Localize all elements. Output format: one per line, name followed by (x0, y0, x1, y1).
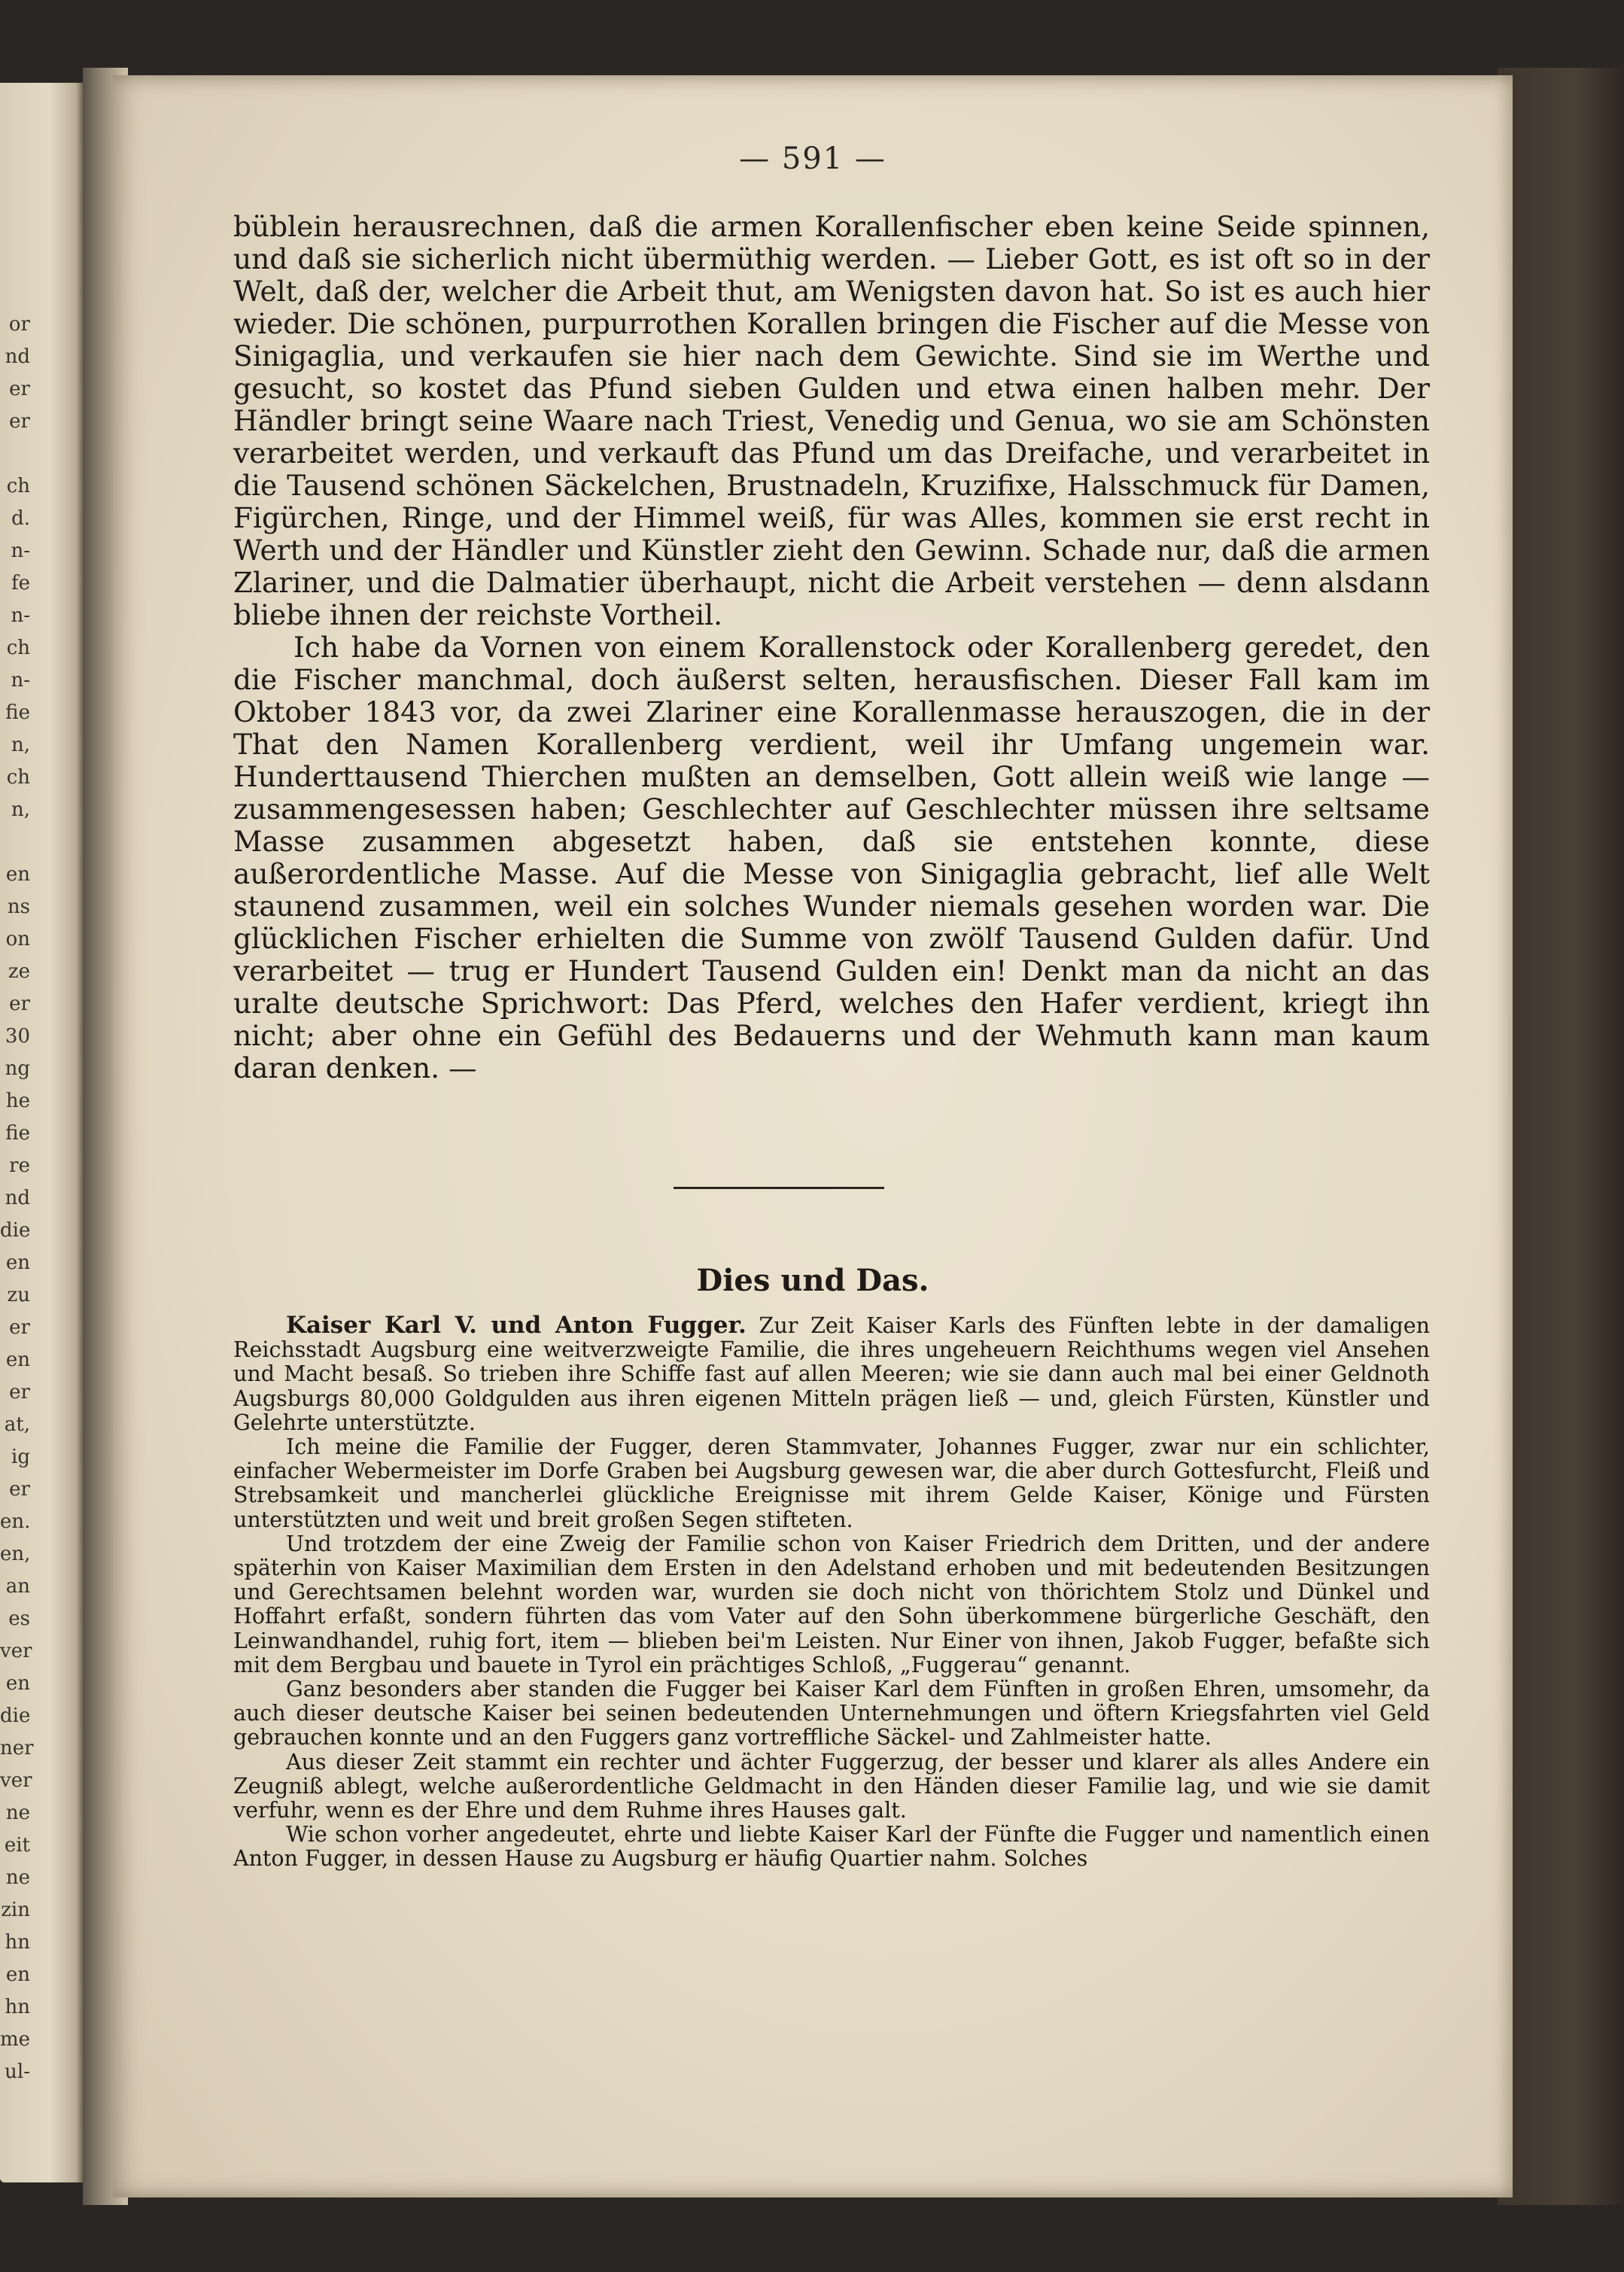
paragraph: Ganz besonders aber standen die Fugger bei Kaiser Karl dem Fünften in großen Ehren, umsomehr, da auch dieser deutsche Kaiser bei seinen bedeutenden Unternehmungen und öftern Kriegsfahrten viel Geld gebrauchen konnte und an den Fuggers ganz vortreffliche Säckel- und Zahlmeister hatte. (233, 1677, 1430, 1750)
facing-page-fragment: ch (6, 475, 30, 497)
facing-page-fragment: fie (5, 1122, 30, 1145)
article-text (233, 1313, 1430, 1872)
facing-page-fragment: hn (5, 1931, 30, 1954)
facing-page-fragment: er (9, 1478, 30, 1501)
facing-page-fragment: nd (5, 345, 30, 368)
facing-page-fragment: er (9, 1316, 30, 1339)
page-number: — 591 — (739, 141, 887, 176)
main-text (233, 211, 1430, 1084)
paragraph: Und trotzdem der eine Zweig der Familie schon von Kaiser Friedrich dem Dritten, und der andere späterhin von Kaiser Maximilian dem Ersten in den Adelstand erhoben und mit bedeutenden Besitzungen und Gerechtsamen belehnt worden war, wurden sie doch nicht von thörichtem Stolz und Dünkel und Hoffahrt erfaßt, sondern führten das vom Vater auf den Sohn überkommene bürgerliche Geschäft, den Leinwandhandel, ruhig fort, item — blieben bei'm Leisten. Nur Einer von ihnen, Jakob Fugger, befaßte sich mit dem Bergbau und bauete in Tyrol ein prächtiges Schloß, „Fuggerau“ genannt. (233, 1531, 1430, 1677)
paragraph: Ich meine die Familie der Fugger, deren Stammvater, Johannes Fugger, zwar nur ein schlichter, einfacher Webermeister im Dorfe Graben bei Augsburg gewesen war, die aber durch Gottesfurcht, Fleiß und Strebsamkeit und mancherlei glückliche Ereignisse mit ihrem Gelde Kaiser, Könige und Fürsten unterstützten und weit und breit großen Segen stifteten. (233, 1434, 1430, 1532)
facing-page-fragment: er (9, 993, 30, 1015)
facing-page-fragment: en (5, 1963, 30, 1986)
facing-page-fragment: ns (7, 896, 30, 918)
facing-page-fragment: ver (0, 1769, 32, 1792)
facing-page-fragment: en. (0, 1510, 31, 1533)
facing-page-fragment: eit (4, 1834, 30, 1857)
facing-page-fragment: en, (0, 1543, 31, 1565)
facing-page-fragment: zin (1, 1899, 30, 1921)
facing-page-fragment: die (0, 1705, 31, 1727)
facing-page-fragment: ne (5, 1866, 30, 1889)
facing-page-fragment: re (9, 1154, 30, 1177)
facing-page-fragment: ch (6, 637, 30, 659)
facing-page-fragment: n- (11, 540, 30, 562)
facing-page-fragment: hn (5, 1996, 30, 2018)
facing-page-fragment (0, 826, 30, 859)
facing-page-fragment: ch (6, 766, 30, 789)
facing-page-fragment: me (0, 2028, 31, 2051)
paragraph: Ich habe da Vornen von einem Korallenstock oder Korallenberg geredet, den die Fischer manchmal, doch äußerst selten, herausfischen. Dieser Fall kam im Oktober 1843 vor, da zwei Zlariner eine Korallenmasse herauszogen, die in der That den Namen Korallenberg verdient, weil ihr Umfang ungemein war. Hunderttausend Thierchen mußten an demselben, Gott allein weiß wie lange — zusammengesessen haben; Geschlechter auf Geschlechter müssen ihre seltsame Masse zusammen abgesetzt haben, daß sie entstehen konnte, diese außerordentliche Masse. Auf die Messe von Sinigaglia gebracht, lief alle Welt staunend zusammen, weil ein solches Wunder niemals gesehen worden war. Die glücklichen Fischer erhielten die Summe von zwölf Tausend Gulden dafür. Und verarbeitet — trug er Hundert Tausend Gulden ein! Denkt man da nicht an das uralte deutsche Sprichwort: Das Pferd, welches den Hafer verdient, kriegt ihn nicht; aber ohne ein Gefühl des Bedauerns und der Wehmuth kann man kaum daran denken. — (233, 631, 1430, 1084)
facing-page-fragment: 30 (5, 1025, 30, 1048)
section-heading: Dies und Das. (696, 1263, 929, 1298)
paragraph-text: Zur Zeit Kaiser Karls des Fünften lebte in der damaligen Reichsstadt Augsburg eine weitverzweigte Familie, die ihres ungeheuern Reichthums wegen viel Ansehen und Macht besaß. So trieben ihre Schiffe fast auf allen Meeren; wie sie dann auch mal bei einer Geldnoth Augsburgs 80,000 Goldgulden aus ihren eigenen Mitteln prägen ließ — und, gleich Fürsten, Künstler und Gelehrte unterstützte. (233, 1313, 1430, 1435)
facing-page-fragment: ne (5, 1802, 30, 1824)
facing-page-fragment: ze (8, 960, 30, 983)
facing-page-fragment: fie (5, 701, 30, 724)
facing-page-fragment: er (9, 410, 30, 433)
facing-page-text-fragments (0, 309, 34, 2088)
facing-page-edge (0, 83, 83, 2182)
facing-page-fragment: n, (11, 734, 30, 756)
facing-page-fragment: at, (4, 1413, 30, 1436)
facing-page-fragment: nd (5, 1187, 30, 1209)
facing-page-fragment: n- (11, 669, 30, 692)
facing-page-fragment: en (5, 863, 30, 886)
facing-page-fragment (0, 438, 30, 470)
facing-page-fragment: ner (0, 1737, 34, 1760)
facing-page-fragment: ng (5, 1057, 30, 1080)
section-divider (674, 1187, 884, 1189)
facing-page-fragment: en (5, 1672, 30, 1695)
paragraph: Aus dieser Zeit stammt ein rechter und ächter Fuggerzug, der besser und klarer als alles Andere ein Zeugniß ablegt, welche außerordentliche Geldmacht in den Händen dieser Familie lag, und wie sie damit verfuhr, wenn es der Ehre und dem Ruhme ihres Hauses galt. (233, 1749, 1430, 1823)
facing-page-fragment: fe (11, 572, 30, 595)
facing-page-fragment: n- (11, 604, 30, 627)
facing-page-fragment: he (5, 1090, 30, 1112)
facing-page-fragment: en (5, 1349, 30, 1371)
facing-page-fragment: en (5, 1252, 30, 1274)
paragraph: Wie schon vorher angedeutet, ehrte und liebte Kaiser Karl der Fünfte die Fugger und namentlich einen Anton Fugger, in dessen Hause zu Augsburg er häufig Quartier nahm. Solches (233, 1822, 1430, 1872)
paragraph: büblein herausrechnen, daß die armen Korallenfischer eben keine Seide spinnen, und daß sie sicherlich nicht übermüthig werden. — Lieber Gott, es ist oft so in der Welt, daß der, welcher die Arbeit thut, am Wenigsten davon hat. So ist es auch hier wieder. Die schönen, purpurrothen Korallen bringen die Fischer auf die Messe von Sinigaglia, und verkaufen sie hier nach dem Gewichte. Sind sie im Werthe und gesucht, so kostet das Pfund sieben Gulden und etwa einen halben mehr. Der Händler bringt seine Waare nach Triest, Venedig und Genua, wo sie am Schönsten verarbeitet werden, und verkauft das Pfund um das Dreifache, und verarbeitet in die Tausend schönen Säckelchen, Brustnadeln, Kruzifixe, Halsschmuck für Damen, Figürchen, Ringe, und der Himmel weiß, für was Alles, kommen sie erst recht in Werth und der Händler und Künstler zieht den Gewinn. Schade nur, daß die armen Zlariner, und die Dalmatier überhaupt, nicht die Arbeit verstehen — denn alsdann bliebe ihnen der reichste Vortheil. (233, 210, 1430, 631)
facing-page-fragment: on (5, 928, 30, 950)
facing-page-fragment: zu (7, 1284, 30, 1306)
facing-page-fragment: er (9, 1381, 30, 1404)
paragraph (233, 1313, 1430, 1435)
facing-page-fragment: an (5, 1575, 30, 1598)
facing-page-fragment: die (0, 1219, 31, 1242)
book-page (113, 75, 1513, 2197)
facing-page-fragment: ver (0, 1640, 32, 1662)
facing-page-fragment: or (8, 313, 30, 336)
article-lead-title: Kaiser Karl V. und Anton Fugger. (286, 1312, 747, 1339)
facing-page-fragment: ul- (5, 2061, 30, 2083)
facing-page-fragment: ig (11, 1446, 30, 1468)
facing-page-fragment: er (9, 378, 30, 400)
facing-page-fragment: n, (11, 798, 30, 821)
book-cover-edge (1498, 68, 1624, 2205)
facing-page-fragment: es (8, 1607, 30, 1630)
facing-page-fragment: d. (11, 507, 30, 530)
